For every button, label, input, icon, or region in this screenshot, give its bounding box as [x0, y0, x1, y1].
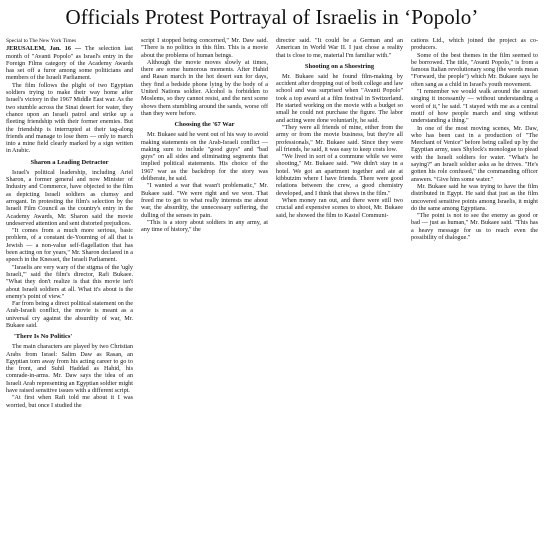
paragraph: Although the movie moves slowly at times, there are some humorous moments. After Hahid and Rasan march in the hot desert sun for days, they find a bedside phone lying by the body of a United Nations soldier. Alcohol is forbidden to Moslems, so they cannot resist, and the next scene shows them stumbling around the sands, worse off than they were before.: [141, 58, 268, 117]
dateline: JERUSALEM, Jan. 16 —: [6, 45, 82, 53]
subheading: Shooting on a Shoestring: [304, 62, 375, 70]
byline: Special to The New York Times: [6, 38, 77, 44]
paragraph: "Israelis are very wary of the stigma of the 'ugly Israeli,'" said the film's director, Rafi Bukaee. "What they don't realize is that this movie isn't about Israeli soldiers at all. What it's about is the enemy's point of view.": [6, 263, 133, 300]
paragraph: Mr. Bukaee said he went out of his way to avoid making statements on the Arab-Israeli conflict — making sure to include "good guys" and "bad guys" on all sides and eliminating segments that implied political statements. His choice of the 1967 war as the backdrop for the story was deliberate, he said.: [141, 131, 268, 183]
paragraph: The main characters are played by two Christian Arabs from Israel: Salim Daw as Rasan, an Egyptian torn away from his acting career to go to the front, and Suhil Haddad as Hahid, his comrade-in-arms. Mr. Daw says the idea of an Israeli Arab representing an Egyptian soldier might have raised sensitive issues with a different script.: [6, 343, 133, 395]
paragraph: Israel's political leadership, including Ariel Sharon, a former general and now Minister of Industry and Commerce, have objected to the film as depicting Israeli soldiers as clumsy and arrogant. In protesting the film's selection by the Israeli Film Council as the country's entry in the Academy Awards, Mr. Sharon said the movie undeserved attention and sent distorted prejudices.: [6, 168, 133, 227]
paragraph: "We lived in sort of a commune while we were shooting," Mr. Bukaee said. "We didn't stay in a hotel. We got an apartment together and ate at kibbutzim where I have friends. There were good relations between the crew, a good chemistry developed, and I think that shows in the film.": [276, 153, 403, 197]
paragraph: "They were all friends of mine, either from the army or from the movie business, but they're all professionals," Mr. Bukaee said. Since they were all friends, he said, it was easy to keep costs low.: [276, 123, 403, 153]
paragraph: "It comes from a much more serious, basic problem, of a constant de-Yourning of all that is Jewish — a non-value self-flagellation that has been acting on for years," Mr. Sharon declared in a speech in the Knesset, the Israeli Parliament.: [6, 227, 133, 264]
headline: Officials Protest Portrayal of Israelis in ‘Popolo’: [65, 5, 479, 29]
column-3: [276, 37, 403, 545]
byline-paragraph: [6, 37, 133, 45]
column-2: [141, 37, 268, 545]
lead-text: The selection last month of "Avanti Popolo" as Israel's entry in the Foreign Films category of the Academy Awards has set off a furor among some politicians and members of the Israeli Parliament.: [6, 45, 133, 82]
paragraph: cations Ltd., which joined the project as co-producers.: [411, 37, 538, 52]
subheading: 'There Is No Politics': [14, 333, 73, 341]
paragraph: director said. "It could be a German and an American in World War II. I just chose a reality that is close to me, material I'm familiar with.": [276, 37, 403, 59]
lead-paragraph: [6, 45, 133, 81]
paragraph: script I stopped being concerned," Mr. Daw said. "There is no politics in this film. This is a movie about the problems of human beings.: [141, 37, 268, 59]
paragraph: Mr. Bukaee said he found film-making by accident after dropping out of both college and law school and was surprised when "Avanti Popolo" took a top award at a film festival in Switzerland. He started working on the movie with a budget so small he could not purchase the figure. The labor and acting were done voluntarily, he said.: [276, 72, 403, 124]
paragraph: Some of the best themes in the film seemed to be borrowed. The title, "Avanti Popolo," is from a famous Italian revolutionary song (the words mean "Forward, the people") which Mr. Bukaee says he often sang as a child in Israel's youth movement.: [411, 51, 538, 88]
paragraph: Mr. Bukaee said he was trying to have the film distributed in Egypt. He said that just as the film uncovered sensitive points among Israelis, it might do the same among Egyptians.: [411, 182, 538, 212]
column-1: [6, 37, 133, 545]
paragraph: In one of the most moving scenes, Mr. Daw, who has been cast in a production of "The Merchant of Venice" before being called up by the Egyptian army, uses Shylock's monologue to plead with the Israeli soldiers for water. "What's he saying?" an Israeli soldier asks as he drives. "He's gotten his role confused," the commanding officer answers. "Give him some water.": [411, 124, 538, 183]
paragraph: When money ran out, and there were still two crucial and expensive scenes to shoot, Mr. Bukaee said, he showed the film to Kastel Communi-: [276, 196, 403, 219]
article-body: [6, 37, 538, 545]
paragraph: "This is a story about soldiers in any army, at any time of history," the: [141, 218, 268, 234]
paragraph: The film follows the plight of two Egyptian soldiers trying to make their way home after Israel's victory in the 1967 Middle East war. As the two stumble across the Sinai desert for water, they chance upon an Israeli patrol and strike up a fleeting friendship with their former enemies. But the friendship is interrupted at their tag-along friends and manage to lose them — only to march into a mine field clearly marked by a sign written in Arabic.: [6, 81, 133, 155]
paragraph: "The point is not to see the enemy as good or bad — just as human," Mr. Bukaee said. "This has a heavy message for us to reach even the possibility of dialogue.": [411, 212, 538, 242]
paragraph: "At first when Rafi told me about it I was worried, but once I studied the: [6, 394, 133, 409]
subheading: Choosing the '67 War: [174, 121, 235, 129]
column-4: [411, 37, 538, 545]
paragraph: Far from being a direct political statement on the Arab-Israeli conflict, the movie is meant as a universal cry against the absurdity of war, Mr. Bukaee said.: [6, 300, 133, 329]
paragraph: "I remember we would walk around the sunset singing it incessantly — without understanding a word of it," he said. "I stayed with me as a central motif of how people march and sing without understanding a thing.": [411, 88, 538, 125]
paragraph: "I wanted a war that wasn't problematic," Mr. Bukaee said. "We were right and we won. That freed me to get to what really interests me about war, the absurdity, the unnecessary suffering, the dulling of the senses in pain.: [141, 182, 268, 219]
subheading: Sharon a Leading Detractor: [30, 158, 109, 166]
